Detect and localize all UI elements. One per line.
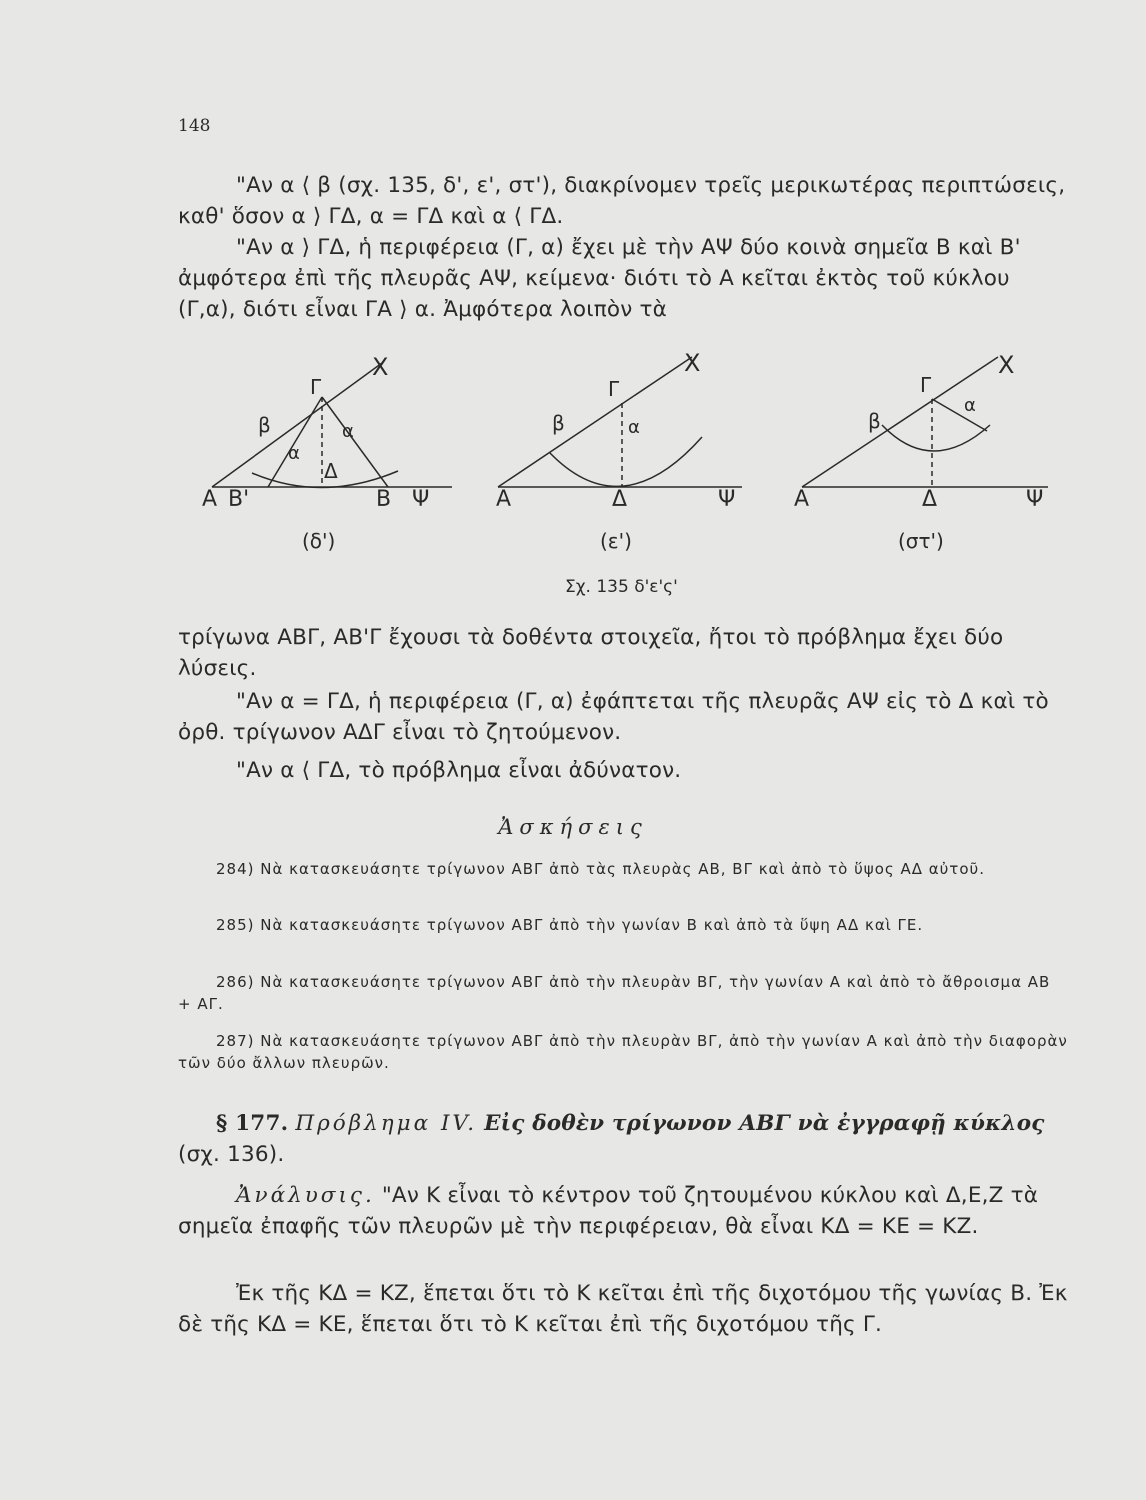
d-label-beta: β — [258, 413, 271, 437]
st-label-g: Γ — [920, 373, 932, 397]
case1-paragraph: "Αν α ⟩ ΓΔ, ἡ περιφέρεια (Γ, α) ἔχει μὲ τὴν ΑΨ δύο κοινὰ σημεῖα Β καὶ Β' ἀμφότερα ἐπὶ τῆς πλευρᾶς ΑΨ, κείμενα· διότι τὸ Α κεῖται ἐκτὸς τοῦ κύκλου (Γ,α), διότι εἶναι ΓΑ ⟩ α. Ἀμφότερα λοιπὸν τὰ — [178, 235, 1021, 322]
st-radius — [932, 399, 987, 431]
after-figure-paragraph: τρίγωνα ΑΒΓ, ΑΒ'Γ ἔχουσι τὰ δοθέντα στοιχεῖα, ἤτοι τὸ πρόβλημα ἔχει δύο λύσεις. — [178, 625, 1004, 681]
d-side-gbp — [268, 397, 322, 487]
d-label-a: Α — [202, 487, 218, 512]
e-label-alpha: α — [628, 417, 640, 438]
case2-paragraph: "Αν α = ΓΔ, ἡ περιφέρεια (Γ, α) ἐφάπτεται τῆς πλευρᾶς ΑΨ εἰς τὸ Δ καὶ τὸ ὀρθ. τρίγωνον ΑΔΓ εἶναι τὸ ζητούμενον. — [178, 689, 1049, 745]
e-label-psi: Ψ — [718, 487, 736, 512]
figure-135 — [190, 345, 1070, 605]
d-label-alpha1: α — [342, 421, 354, 442]
figure-caption: Σχ. 135 δ'ε'ς' — [565, 577, 678, 597]
exercise-285 — [178, 914, 1068, 936]
st-label-psi: Ψ — [1026, 487, 1044, 512]
st-label-alpha: α — [964, 395, 976, 416]
d-label-bprime: Β' — [228, 487, 250, 512]
d-tag: (δ') — [302, 529, 336, 553]
exercise-number: 286) — [216, 973, 255, 991]
section-ref: (σχ. 136). — [178, 1142, 285, 1167]
st-label-delta: Δ — [922, 487, 938, 512]
d-label-psi: Ψ — [412, 487, 430, 512]
case3-paragraph: "Αν α ⟨ ΓΔ, τὸ πρόβλημα εἶναι ἀδύνατον. — [236, 758, 682, 783]
exercise-text: Νὰ κατασκευάσητε τρίγωνον ΑΒΓ ἀπὸ τὴν πλευρὰν ΒΓ, ἀπὸ τὴν γωνίαν Α καὶ ἀπὸ τὴν διαφορὰν τῶν δύο ἄλλων πλευρῶν. — [178, 1032, 1068, 1072]
exercise-286 — [178, 971, 1068, 1015]
exercise-text: Νὰ κατασκευάσητε τρίγωνον ΑΒΓ ἀπὸ τὴν γωνίαν Β καὶ ἀπὸ τὰ ὕψη ΑΔ καὶ ΓΕ. — [260, 916, 924, 934]
exercise-text: Νὰ κατασκευάσητε τρίγωνον ΑΒΓ ἀπὸ τὴν πλευρὰν ΒΓ, τὴν γωνίαν Α καὶ ἀπὸ τὸ ἄθροισμα ΑΒ + ΑΓ. — [178, 973, 1051, 1013]
e-label-g: Γ — [608, 377, 620, 401]
st-arc — [882, 425, 990, 451]
section-symbol: § 177. — [216, 1111, 289, 1136]
d-label-alpha2: α — [288, 443, 300, 464]
e-side-ax — [498, 357, 692, 487]
e-label-delta: Δ — [612, 487, 628, 512]
exercises-heading: Ἀσκήσεις — [498, 815, 648, 839]
exercise-number: 284) — [216, 860, 255, 878]
st-label-beta: β — [868, 409, 881, 433]
d-label-g: Γ — [310, 375, 322, 399]
d-label-x: X — [372, 353, 389, 381]
d-side-ax — [212, 363, 382, 487]
section-title: Εἰς δοθὲν τρίγωνον ΑΒΓ νὰ ἐγγραφῇ κύκλος — [484, 1111, 1045, 1136]
exercise-number: 287) — [216, 1032, 255, 1050]
section-problem-word: Πρόβλημα IV. — [295, 1111, 478, 1136]
analysis-text: "Αν Κ εἶναι τὸ κέντρον τοῦ ζητουμένου κύκλου καὶ Δ,Ε,Ζ τὰ σημεῖα ἐπαφῆς τῶν πλευρῶν μὲ τὴν περιφέρειαν, θὰ εἶναι ΚΔ = ΚΕ = ΚΖ. — [178, 1183, 1039, 1239]
intro-paragraph: "Αν α ⟨ β (σχ. 135, δ', ε', στ'), διακρίνομεν τρεῖς μερικωτέρας περιπτώσεις, καθ' ὅσον α ⟩ ΓΔ, α = ΓΔ καὶ α ⟨ ΓΔ. — [178, 173, 1066, 229]
e-label-a: Α — [496, 487, 512, 512]
d-label-b: Β — [376, 487, 392, 512]
exercise-text: Νὰ κατασκευάσητε τρίγωνον ΑΒΓ ἀπὸ τὰς πλευρὰς ΑΒ, ΒΓ καὶ ἀπὸ τὸ ὕψος ΑΔ αὐτοῦ. — [260, 860, 985, 878]
figure-drawing — [190, 345, 1070, 605]
page-number: 148 — [178, 116, 211, 136]
exercise-number: 285) — [216, 916, 255, 934]
e-arc — [550, 437, 702, 486]
st-tag: (στ') — [898, 529, 944, 553]
exercise-284 — [178, 858, 1068, 880]
final-paragraph: Ἐκ τῆς ΚΔ = ΚΖ, ἕπεται ὅτι τὸ Κ κεῖται ἐπὶ τῆς διχοτόμου τῆς γωνίας Β. Ἐκ δὲ τῆς ΚΔ = ΚΕ, ἕπεται ὅτι τὸ Κ κεῖται ἐπὶ τῆς διχοτόμου τῆς Γ. — [178, 1281, 1068, 1337]
d-label-delta: Δ — [324, 459, 338, 483]
e-tag: (ε') — [600, 529, 632, 553]
exercise-287 — [178, 1030, 1068, 1074]
e-label-beta: β — [552, 411, 565, 435]
section-177-heading — [178, 1108, 1068, 1170]
st-label-x: X — [998, 351, 1015, 379]
analysis-paragraph — [178, 1180, 1068, 1242]
analysis-word: Ἀνάλυσις. — [236, 1183, 375, 1208]
st-side-ax — [802, 357, 998, 487]
st-label-a: Α — [794, 487, 810, 512]
e-label-x: X — [684, 349, 701, 377]
